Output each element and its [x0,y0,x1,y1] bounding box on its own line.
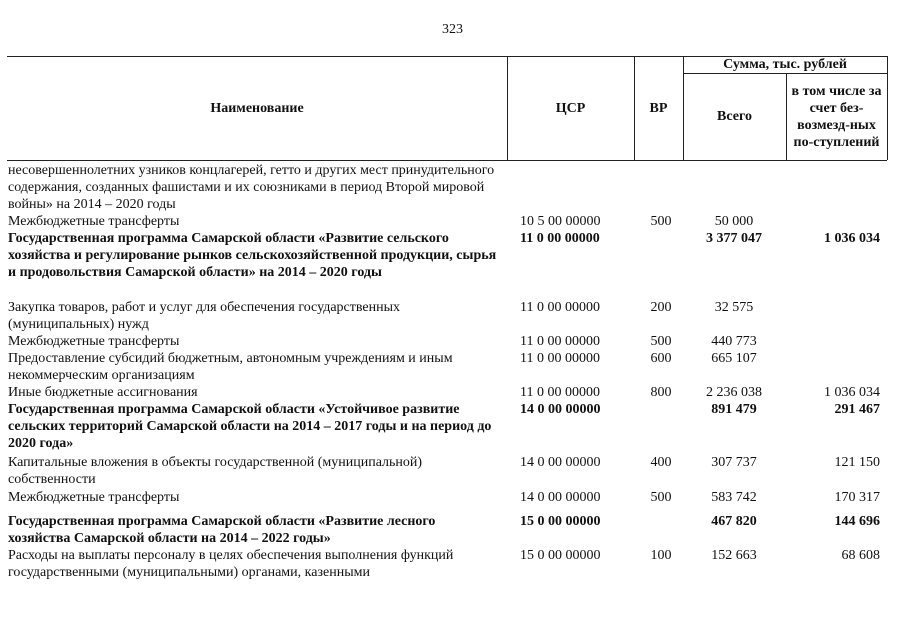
row-vr: 600 [650,351,672,366]
row-total: 152 663 [711,548,757,563]
row-vr: 500 [650,490,672,505]
row-name: Государственная программа Самарской области «Развитие сельского хозяйства и регулирование рынков сельскохозяйственной продукции, сырья и продовольствия Самарской области» на 2014 – 2020 годы [8,231,497,280]
row-name: Предоставление субсидий бюджетным, автономным учреждениям и иным некоммерческим организациям [8,351,453,383]
row-total: 50 000 [714,214,754,229]
row-name: несовершеннолетних узников концлагерей, гетто и других мест принудительного содержания, созданных фашистами и их союзниками в период Второй мировой войны» на 2014 – 2020 годы [8,163,495,212]
row-total: 307 737 [711,455,757,470]
header-csr: ЦСР [555,100,586,116]
header-gratis: в том числе за счет без-возмезд-ных по-ступлений [791,84,882,150]
row-gratis: 1 036 034 [824,385,880,400]
row-gratis: 68 608 [841,548,880,563]
row-gratis: 170 317 [834,490,880,505]
row-name: Межбюджетные трансферты [8,490,180,505]
row-total: 32 575 [714,300,754,315]
page-number: 323 [442,22,463,37]
row-total: 3 377 047 [706,231,762,246]
row-csr: 11 0 00 00000 [520,300,600,315]
row-vr: 200 [650,300,672,315]
row-csr: 14 0 00 00000 [520,402,601,417]
row-csr: 15 0 00 00000 [520,514,601,529]
row-name: Государственная программа Самарской области «Развитие лесного хозяйства Самарской области на 2014 – 2022 годы» [8,514,436,546]
row-total: 891 479 [711,402,757,417]
row-total: 440 773 [711,334,757,349]
row-csr: 14 0 00 00000 [520,455,601,470]
row-vr: 400 [650,455,672,470]
row-name: Расходы на выплаты персоналу в целях обеспечения выполнения функций государственными (муниципальными) органами, казенными [8,548,454,580]
col-divider [887,56,888,160]
row-csr: 15 0 00 00000 [520,548,601,563]
row-csr: 11 0 00 00000 [520,351,600,366]
row-name: Иные бюджетные ассигнования [8,385,198,400]
row-vr: 500 [650,214,672,229]
row-csr: 11 0 00 00000 [520,231,600,246]
row-vr: 100 [650,548,672,563]
row-csr: 11 0 00 00000 [520,385,600,400]
row-gratis: 144 696 [834,514,880,529]
row-name: Капитальные вложения в объекты государственной (муниципальной) собственности [8,455,423,487]
row-vr: 500 [650,334,672,349]
row-name: Закупка товаров, работ и услуг для обеспечения государственных (муниципальных) нужд [8,300,401,332]
row-gratis: 121 150 [834,455,880,470]
row-total: 583 742 [711,490,757,505]
row-name: Межбюджетные трансферты [8,334,180,349]
header-total: Всего [717,109,752,124]
row-gratis: 1 036 034 [824,231,880,246]
header-sum: Сумма, тыс. рублей [723,57,847,72]
row-name: Государственная программа Самарской области «Устойчивое развитие сельских территорий Самарской области на 2014 – 2017 годы и на период до 2020 года» [8,402,492,451]
row-csr: 11 0 00 00000 [520,334,600,349]
header-bottom-rule [7,160,887,161]
row-gratis: 291 467 [834,402,880,417]
header-name: Наименование [210,100,304,116]
row-total: 467 820 [711,514,757,529]
row-name: Межбюджетные трансферты [8,214,180,229]
row-csr: 10 5 00 00000 [520,214,601,229]
col-divider [786,73,787,160]
header-vr: ВР [649,100,668,116]
row-total: 2 236 038 [706,385,762,400]
row-total: 665 107 [711,351,757,366]
table-header [7,56,887,160]
row-csr: 14 0 00 00000 [520,490,601,505]
row-vr: 800 [650,385,672,400]
